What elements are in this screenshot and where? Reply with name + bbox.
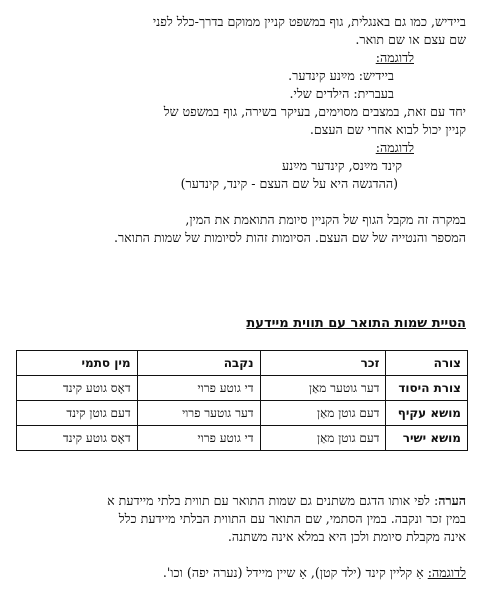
table-cell: די גוטע פרוי bbox=[137, 376, 260, 401]
table-title: הטיית שמות התואר עם תווית מיידעת bbox=[246, 316, 466, 331]
para2-line2: קניין יכול לבוא אחרי שם העצם. bbox=[309, 122, 466, 137]
example-label: לדוגמה: bbox=[375, 140, 414, 155]
para1-line2: שם עצם או שם תואר. bbox=[355, 32, 466, 47]
header-form: צורה bbox=[386, 351, 468, 376]
table-cell: די גוטע פרוי bbox=[137, 426, 260, 451]
example-line: קינד מײַנס, קינדער מײַנע bbox=[281, 158, 402, 173]
para3-line2: המספר והנטייה של שם העצם. הסיומות זהות לסיומות של שמות התואר. bbox=[113, 230, 466, 245]
final-example-text: אַ קליין קינד (ילד קטן), אַ שיין מיידל (נערה יפה) וכו'. bbox=[162, 565, 428, 580]
row-label: מושא ישיר bbox=[386, 426, 468, 451]
table-cell: דעם גוטן קינד bbox=[17, 401, 138, 426]
para1-line1: ביידיש, כמו גם באנגלית, גוף במשפט קניין ממוקם בדרך-כלל לפני bbox=[152, 14, 466, 29]
header-neuter: מין סתמי bbox=[17, 351, 138, 376]
table-row bbox=[17, 426, 468, 451]
table-row bbox=[17, 376, 468, 401]
row-label: צורת היסוד bbox=[386, 376, 468, 401]
row-label: מושא עקיף bbox=[386, 401, 468, 426]
table-cell: דעם גוטן מאַן bbox=[260, 401, 386, 426]
table-row bbox=[17, 401, 468, 426]
table-cell: דער גוטער מאַן bbox=[260, 376, 386, 401]
header-masculine: זכר bbox=[260, 351, 386, 376]
example-note: (ההדגשה היא על שם העצם - קינד, קינדער) bbox=[180, 176, 398, 191]
final-example bbox=[163, 565, 466, 581]
table-cell: דאָס גוטע קינד bbox=[17, 426, 138, 451]
note-line3: אינה מקבלת סיומת ולכן היא במלא אינה משתנה. bbox=[227, 529, 466, 544]
final-example-label: לדוגמה: bbox=[427, 565, 466, 580]
table-cell: דאָס גוטע קינד bbox=[17, 376, 138, 401]
note-label: הערה bbox=[438, 493, 466, 508]
header-feminine: נקבה bbox=[137, 351, 260, 376]
example-yiddish: ביידיש: מײַנע קינדער. bbox=[288, 68, 394, 83]
para3-line1: במקרה זה מקבל הגוף של הקניין סיומת התואמת את המין, bbox=[185, 212, 466, 227]
note-line1 bbox=[107, 493, 466, 509]
note-line2: במין זכר ונקבה. במין הסתמי, שם התואר עם התווית הבלתי מיידעת כלל bbox=[118, 511, 466, 526]
table-cell: דעם גוטן מאַן bbox=[260, 426, 386, 451]
example-hebrew: בעברית: הילדים שלי. bbox=[289, 86, 394, 101]
table-header-row bbox=[17, 351, 468, 376]
note-text: : לפי אותו הדגם משתנים גם שמות התואר עם תווית בלתי מיידעת א bbox=[107, 493, 439, 508]
para2-line1: יחד עם זאת, במצבים מסוימים, בעיקר בשירה, גוף במשפט של bbox=[163, 104, 466, 119]
table-cell: דער גוטער פרוי bbox=[137, 401, 260, 426]
declension-table bbox=[16, 350, 468, 451]
example-label: לדוגמה: bbox=[375, 50, 414, 65]
